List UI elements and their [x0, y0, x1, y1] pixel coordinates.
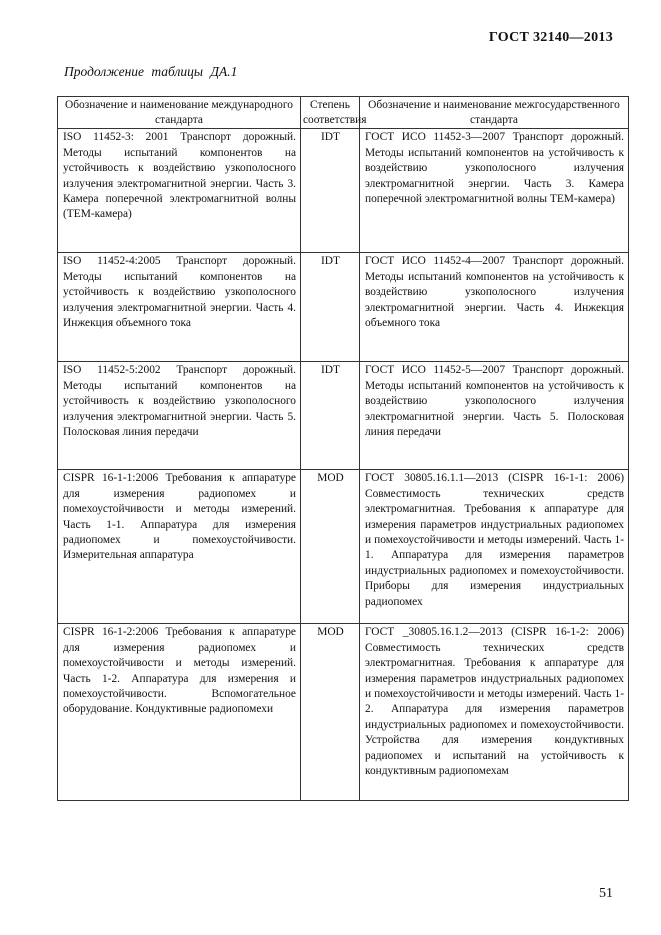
standards-correspondence-table: [57, 96, 629, 801]
table-row: [58, 362, 629, 470]
international-standard-cell: ISO 11452-3: 2001 Транспорт дорожный. Методы испытаний компонентов на устойчивость к воздействию узкополосного излучения электромагнитной энергии. Часть 3. Камера поперечной электромагнитной волны (ТЕМ-камера): [58, 129, 301, 253]
degree-cell: MOD: [301, 624, 360, 801]
header-degree-of-correspondence: Степень соответствия: [301, 97, 360, 129]
degree-cell: MOD: [301, 470, 360, 624]
international-standard-cell: CISPR 16-1-2:2006 Требования к аппаратуре для измерения радиопомех и помехоустойчивости и методы измерений. Часть 1-2. Аппаратура для измерения и помехоустойчивости. Вспомогательное оборудование. Кондуктивные радиопомехи: [58, 624, 301, 801]
degree-cell: IDT: [301, 362, 360, 470]
interstate-standard-cell: ГОСТ _30805.16.1.2—2013 (CISPR 16-1-2: 2006) Совместимость технических средств электромагнитная. Требования к аппаратуре для измерения параметров индустриальных радиопомех и помехоустойчивости и методы измерений. Часть 1-2. Аппаратура для измерения параметров индустриальных радиопомех и помехоустойчивости. Устройства для измерения кондуктивных радиопомех и испытаний на устойчивость к кондуктивным радиопомехам: [360, 624, 629, 801]
international-standard-cell: CISPR 16-1-1:2006 Требования к аппаратуре для измерения радиопомех и помехоустойчивости и методы измерений. Часть 1-1. Аппаратура для измерения радиопомех и помехоустойчивости. Измерительная аппаратура: [58, 470, 301, 624]
table-row: [58, 253, 629, 362]
interstate-standard-cell: ГОСТ ИСО 11452-4—2007 Транспорт дорожный. Методы испытаний компонентов на устойчивость к воздействию узкополосного излучения электромагнитной энергии. Часть 4. Инжекция объемного тока: [360, 253, 629, 362]
header-interstate-standard: Обозначение и наименование межгосударственного стандарта: [360, 97, 629, 129]
interstate-standard-cell: ГОСТ ИСО 11452-5—2007 Транспорт дорожный. Методы испытаний компонентов на устойчивость к воздействию узкополосного излучения электромагнитной энергии. Часть 5. Полосковая линия передачи: [360, 362, 629, 470]
table-header-row: [58, 97, 629, 129]
degree-cell: IDT: [301, 253, 360, 362]
standard-designation: ГОСТ 32140—2013: [488, 30, 613, 45]
table-caption: Продолжение таблицы ДА.1: [64, 64, 238, 79]
table-row: [58, 129, 629, 253]
international-standard-cell: ISO 11452-4:2005 Транспорт дорожный. Методы испытаний компонентов на устойчивость к воздействию узкополосного излучения электромагнитной энергии. Часть 4. Инжекция объемного тока: [58, 253, 301, 362]
interstate-standard-cell: ГОСТ 30805.16.1.1—2013 (CISPR 16-1-1: 2006) Совместимость технических средств электромагнитная. Требования к аппаратуре для измерения параметров индустриальных радиопомех и помехоустойчивости и методы измерений. Часть 1-1. Аппаратура для измерения параметров индустриальных радиопомех и помехоустойчивости. Приборы для измерения индустриальных радиопомех: [360, 470, 629, 624]
table-row: [58, 624, 629, 801]
degree-cell: IDT: [301, 129, 360, 253]
table-row: [58, 470, 629, 624]
interstate-standard-cell: ГОСТ ИСО 11452-3—2007 Транспорт дорожный. Методы испытаний компонентов на устойчивость к воздействию узкополосного излучения электромагнитной энергии. Часть 3. Камера поперечной электромагнитной волны ТЕМ-камера): [360, 129, 629, 253]
international-standard-cell: ISO 11452-5:2002 Транспорт дорожный. Методы испытаний компонентов на устойчивость к воздействию узкополосного излучения электромагнитной энергии. Часть 5. Полосковая линия передачи: [58, 362, 301, 470]
page-number: 51: [599, 886, 613, 901]
header-international-standard: Обозначение и наименование международного стандарта: [58, 97, 301, 129]
